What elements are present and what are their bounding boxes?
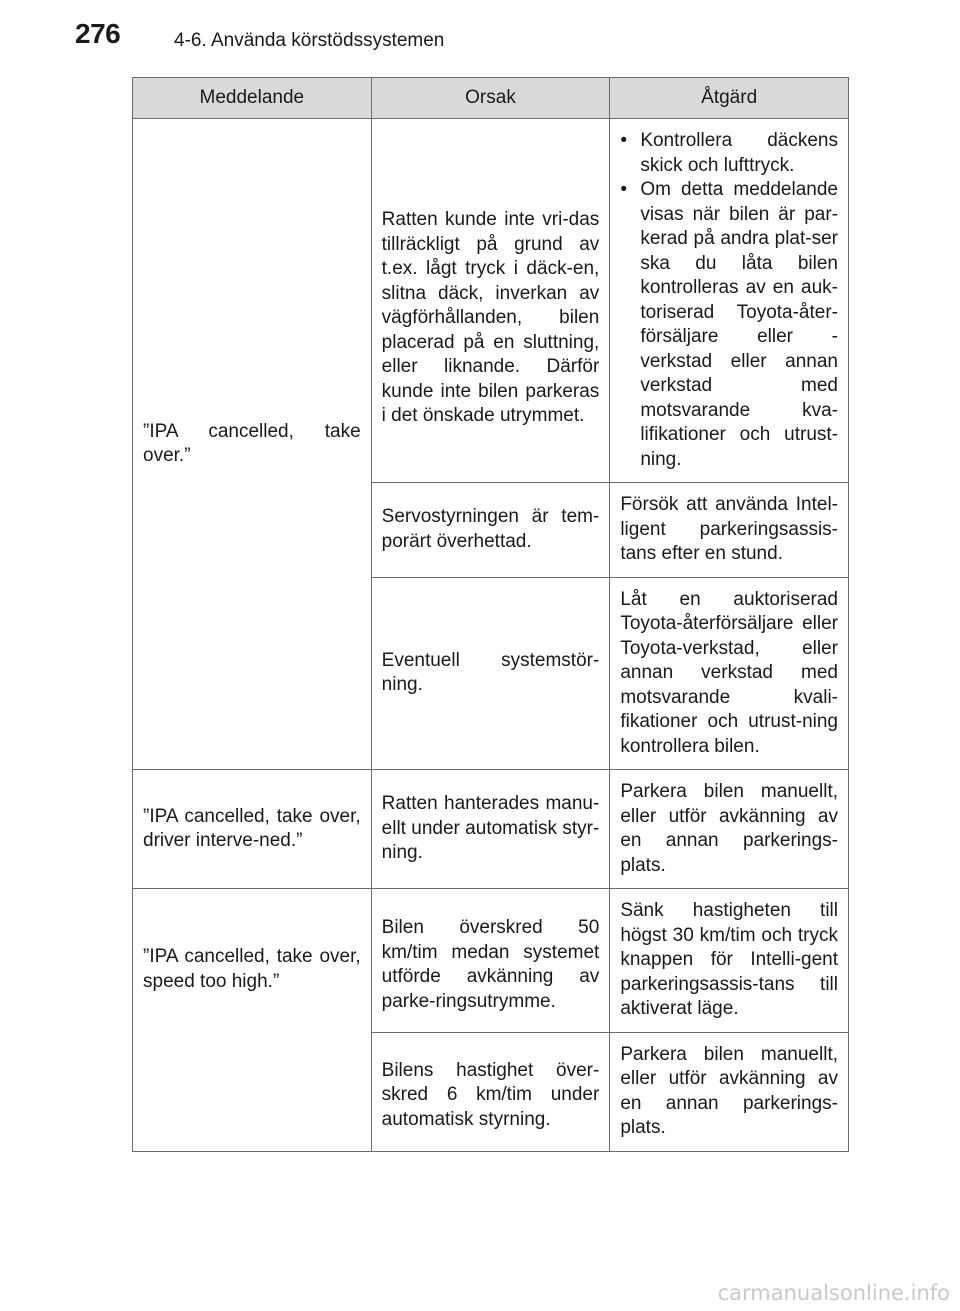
message-cell: ”IPA cancelled, take over, driver interve-ned.” (133, 770, 372, 889)
cause-cell: Bilens hastighet över-skred 6 km/tim under automatisk styrning. (371, 1032, 610, 1151)
table-header-row (133, 78, 849, 119)
cause-cell: Ratten hanterades manu-ellt under automatisk styr-ning. (371, 770, 610, 889)
bullet-icon: • (620, 179, 627, 200)
action-cell (610, 119, 849, 483)
message-cell: ”IPA cancelled, take over.” (133, 119, 372, 770)
cause-cell: Eventuell systemstör-ning. (371, 577, 610, 770)
cause-cell: Ratten kunde inte vri-das tillräckligt på grund av t.ex. lågt tryck i däck-en, slitna däck, inverkan av vägförhållanden, bilen placerad på en sluttning, eller liknande. Därför kunde inte bilen parkeras i det önskade utrymmet. (371, 119, 610, 483)
table-row (133, 770, 849, 889)
message-table (132, 77, 849, 1152)
cause-cell: Bilen överskred 50 km/tim medan systemet utförde avkänning av parke-ringsutrymme. (371, 889, 610, 1033)
table-row (133, 119, 849, 483)
action-bullet-text: Om detta meddelande visas när bilen är par-kerad på andra plat-ser ska du låta bilen kontrolleras av en auk-toriserad Toyota-åter-försäljare eller -verkstad eller annan verkstad med motsvarande kva-lifikationer och utrust-ning. (640, 179, 838, 470)
table-row (133, 889, 849, 1033)
message-cell: ”IPA cancelled, take over, speed too high.” (133, 889, 372, 1152)
action-cell: Försök att använda Intel-ligent parkeringsassis-tans efter en stund. (610, 483, 849, 578)
action-cell: Parkera bilen manuellt, eller utför avkänning av en annan parkerings-plats. (610, 770, 849, 889)
action-cell: Parkera bilen manuellt, eller utför avkänning av en annan parkerings-plats. (610, 1032, 849, 1151)
column-header-action: Åtgärd (610, 78, 849, 119)
action-bullet-text: Kontrollera däckens skick och lufttryck. (640, 130, 838, 176)
bullet-icon: • (620, 130, 627, 151)
action-bullet-item (620, 129, 838, 178)
column-header-message: Meddelande (133, 78, 372, 119)
section-title: 4-6. Använda körstödssystemen (174, 30, 445, 51)
cause-cell: Servostyrningen är tem-porärt överhettad. (371, 483, 610, 578)
action-cell: Sänk hastigheten till högst 30 km/tim och tryck knappen för Intelli-gent parkeringsassis-tans till aktiverat läge. (610, 889, 849, 1033)
page-number: 276 (75, 18, 121, 49)
watermark: carmanualsonline.info (717, 1281, 950, 1305)
column-header-cause: Orsak (371, 78, 610, 119)
action-bullet-list (620, 129, 838, 472)
action-bullet-item (620, 178, 838, 472)
action-cell: Låt en auktoriserad Toyota-återförsäljare eller Toyota-verkstad, eller annan verkstad med motsvarande kvali-fikationer och utrust-ning kontrollera bilen. (610, 577, 849, 770)
